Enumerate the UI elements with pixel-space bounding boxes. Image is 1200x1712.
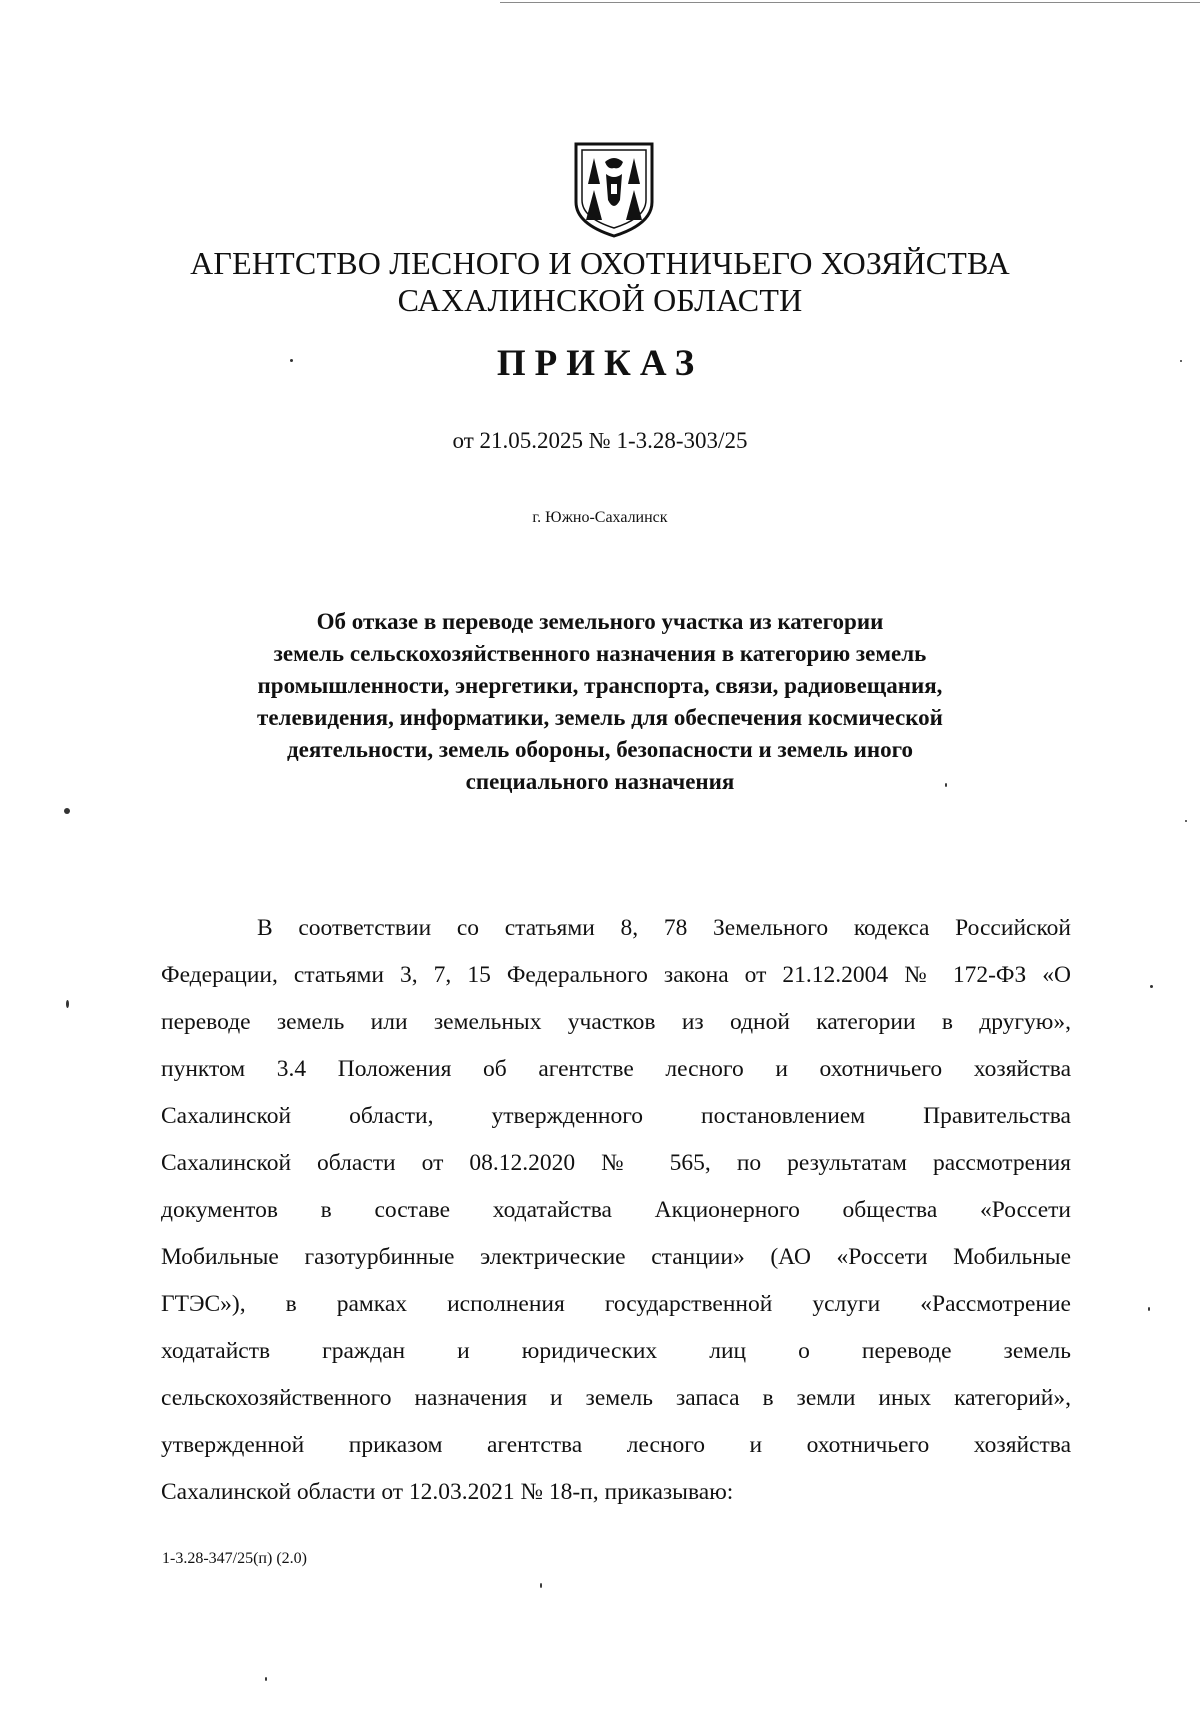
body-line: Сахалинской области от 12.03.2021 № 18-п, приказываю:	[161, 1479, 734, 1505]
scan-speck	[64, 808, 70, 814]
document-type: ПРИКАЗ	[496, 343, 704, 384]
body-line: переводе земель или земельных участков из одной категории в другую»,	[161, 1009, 1071, 1035]
scan-speck	[540, 1583, 542, 1588]
city: г. Южно-Сахалинск	[532, 509, 668, 526]
body-line: утвержденной приказом агентства лесного и охотничьего хозяйства	[161, 1432, 1071, 1458]
scan-speck	[1185, 820, 1187, 822]
body-line: пунктом 3.4 Положения об агентстве лесного и охотничьего хозяйства	[161, 1056, 1071, 1082]
order-body	[161, 905, 1071, 1516]
agency-name	[100, 245, 1100, 319]
scan-speck	[290, 359, 293, 362]
subject-line: Об отказе в переводе земельного участка из категории	[316, 609, 884, 634]
subject-line: специального назначения	[465, 769, 735, 794]
body-line: Мобильные газотурбинные электрические станции» (АО «Россети Мобильные	[161, 1244, 1071, 1270]
order-date-number: от 21.05.2025 № 1-3.28-303/25	[452, 428, 748, 453]
scan-speck	[1150, 985, 1153, 988]
body-line: Сахалинской области, утвержденного постановлением Правительства	[161, 1103, 1071, 1129]
body-line: документов в составе ходатайства Акционерного общества «Россети	[161, 1197, 1071, 1223]
scan-speck	[66, 1000, 69, 1008]
scan-edge-line	[500, 2, 1200, 3]
subject-line: промышленности, энергетики, транспорта, связи, радиовещания,	[257, 673, 943, 698]
body-line: В соответствии со статьями 8, 78 Земельного кодекса Российской	[257, 915, 1071, 941]
registration-number: 1-3.28-347/25(п) (2.0)	[162, 1550, 307, 1567]
body-line: Сахалинской области от 08.12.2020 № 565, по результатам рассмотрения	[161, 1150, 1071, 1176]
scan-speck	[945, 783, 947, 787]
body-line: сельскохозяйственного назначения и земель запаса в земли иных категорий»,	[161, 1385, 1071, 1411]
body-line: ГТЭС»), в рамках исполнения государственной услуги «Рассмотрение	[161, 1291, 1071, 1317]
subject-line: земель сельскохозяйственного назначения в категорию земель	[273, 641, 927, 666]
body-line: ходатайств граждан и юридических лиц о переводе земель	[161, 1338, 1071, 1364]
coat-of-arms-icon	[572, 140, 656, 240]
scan-speck	[1180, 360, 1182, 362]
subject-line: телевидения, информатики, земель для обеспечения космической	[257, 705, 943, 730]
scan-speck	[1148, 1307, 1150, 1311]
body-line: Федерации, статьями 3, 7, 15 Федерального закона от 21.12.2004 № 172-ФЗ «О	[161, 962, 1071, 988]
scan-speck	[265, 1677, 267, 1681]
order-subject	[150, 606, 1050, 798]
agency-name-line-1: АГЕНТСТВО ЛЕСНОГО И ОХОТНИЧЬЕГО ХОЗЯЙСТВА	[190, 245, 1010, 281]
subject-line: деятельности, земель обороны, безопасности и земель иного	[287, 737, 913, 762]
agency-name-line-2: САХАЛИНСКОЙ ОБЛАСТИ	[397, 282, 803, 318]
